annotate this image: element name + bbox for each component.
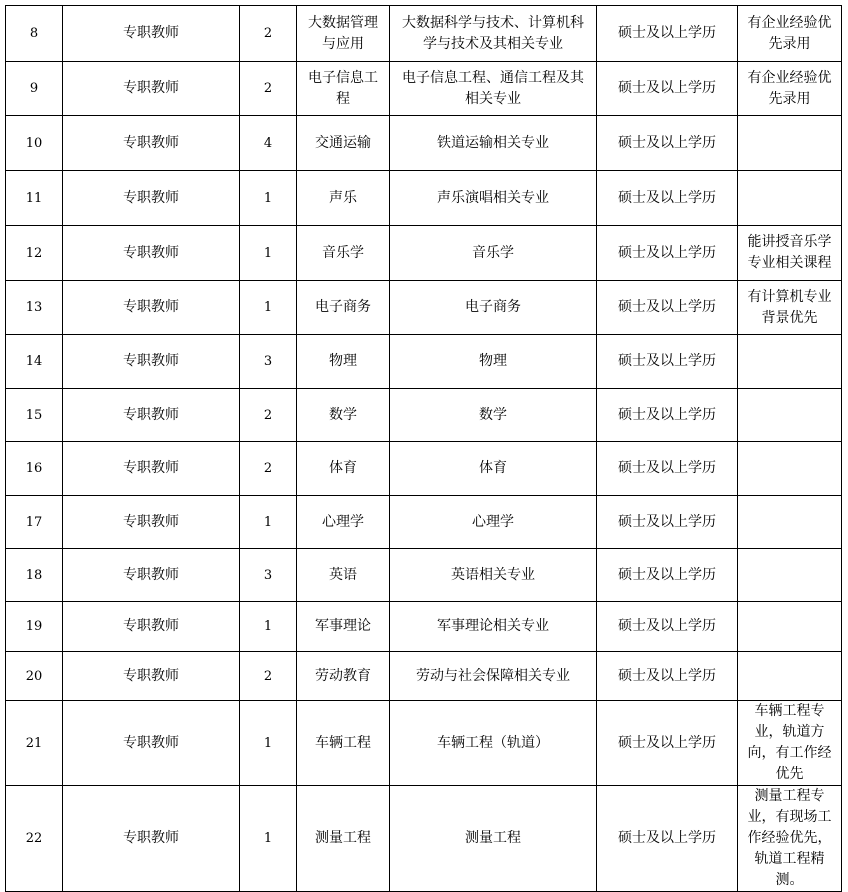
cell-major: 劳动与社会保障相关专业: [390, 652, 597, 701]
cell-education: 硕士及以上学历: [597, 786, 738, 892]
cell-subject: 劳动教育: [297, 652, 390, 701]
cell-note: 车辆工程专业，轨道方向，有工作经优先: [738, 701, 842, 786]
cell-note: 测量工程专业，有现场工作经验优先，轨道工程精测。: [738, 786, 842, 892]
recruitment-table: [5, 5, 842, 892]
table-row: [6, 389, 842, 442]
table-row: [6, 6, 842, 62]
cell-major: 测量工程: [390, 786, 597, 892]
cell-post: 专职教师: [63, 171, 240, 226]
cell-major: 英语相关专业: [390, 549, 597, 602]
cell-note: [738, 389, 842, 442]
cell-subject: 音乐学: [297, 226, 390, 281]
cell-number: 17: [6, 496, 63, 549]
cell-count: 1: [240, 171, 297, 226]
cell-number: 10: [6, 116, 63, 171]
cell-post: 专职教师: [63, 786, 240, 892]
cell-post: 专职教师: [63, 701, 240, 786]
cell-subject: 交通运输: [297, 116, 390, 171]
cell-count: 1: [240, 496, 297, 549]
table-row: [6, 62, 842, 116]
cell-count: 1: [240, 281, 297, 335]
cell-education: 硕士及以上学历: [597, 226, 738, 281]
cell-subject: 物理: [297, 335, 390, 389]
cell-number: 22: [6, 786, 63, 892]
cell-subject: 测量工程: [297, 786, 390, 892]
table-body: [6, 6, 842, 892]
table-row: [6, 116, 842, 171]
cell-major: 心理学: [390, 496, 597, 549]
table-row: [6, 652, 842, 701]
cell-count: 1: [240, 786, 297, 892]
cell-post: 专职教师: [63, 442, 240, 496]
cell-subject: 数学: [297, 389, 390, 442]
cell-note: [738, 652, 842, 701]
cell-subject: 电子信息工程: [297, 62, 390, 116]
cell-number: 9: [6, 62, 63, 116]
cell-subject: 车辆工程: [297, 701, 390, 786]
cell-note: [738, 171, 842, 226]
cell-post: 专职教师: [63, 549, 240, 602]
cell-note: [738, 335, 842, 389]
cell-subject: 电子商务: [297, 281, 390, 335]
table-row: [6, 281, 842, 335]
cell-post: 专职教师: [63, 652, 240, 701]
cell-post: 专职教师: [63, 496, 240, 549]
cell-education: 硕士及以上学历: [597, 281, 738, 335]
table-row: [6, 602, 842, 652]
table-row: [6, 171, 842, 226]
cell-post: 专职教师: [63, 602, 240, 652]
cell-note: [738, 496, 842, 549]
cell-note: [738, 442, 842, 496]
cell-number: 19: [6, 602, 63, 652]
cell-note: 有企业经验优先录用: [738, 62, 842, 116]
cell-number: 15: [6, 389, 63, 442]
cell-education: 硕士及以上学历: [597, 442, 738, 496]
cell-subject: 心理学: [297, 496, 390, 549]
table-row: [6, 496, 842, 549]
table-row: [6, 786, 842, 892]
cell-education: 硕士及以上学历: [597, 652, 738, 701]
cell-number: 18: [6, 549, 63, 602]
cell-major: 车辆工程（轨道）: [390, 701, 597, 786]
cell-education: 硕士及以上学历: [597, 496, 738, 549]
cell-count: 1: [240, 701, 297, 786]
cell-major: 大数据科学与技术、计算机科学与技术及其相关专业: [390, 6, 597, 62]
cell-education: 硕士及以上学历: [597, 549, 738, 602]
cell-note: [738, 602, 842, 652]
cell-post: 专职教师: [63, 281, 240, 335]
cell-education: 硕士及以上学历: [597, 389, 738, 442]
cell-subject: 声乐: [297, 171, 390, 226]
cell-post: 专职教师: [63, 116, 240, 171]
cell-count: 2: [240, 652, 297, 701]
cell-note: 有计算机专业背景优先: [738, 281, 842, 335]
cell-post: 专职教师: [63, 226, 240, 281]
cell-note: 有企业经验优先录用: [738, 6, 842, 62]
cell-major: 物理: [390, 335, 597, 389]
cell-education: 硕士及以上学历: [597, 116, 738, 171]
cell-post: 专职教师: [63, 62, 240, 116]
cell-education: 硕士及以上学历: [597, 701, 738, 786]
cell-count: 1: [240, 226, 297, 281]
cell-education: 硕士及以上学历: [597, 171, 738, 226]
cell-education: 硕士及以上学历: [597, 62, 738, 116]
cell-subject: 英语: [297, 549, 390, 602]
cell-major: 电子信息工程、通信工程及其相关专业: [390, 62, 597, 116]
cell-number: 20: [6, 652, 63, 701]
cell-note: [738, 116, 842, 171]
cell-count: 2: [240, 6, 297, 62]
cell-post: 专职教师: [63, 335, 240, 389]
cell-note: [738, 549, 842, 602]
cell-number: 12: [6, 226, 63, 281]
cell-major: 军事理论相关专业: [390, 602, 597, 652]
cell-count: 4: [240, 116, 297, 171]
cell-major: 电子商务: [390, 281, 597, 335]
cell-major: 铁道运输相关专业: [390, 116, 597, 171]
cell-subject: 体育: [297, 442, 390, 496]
table-row: [6, 549, 842, 602]
cell-post: 专职教师: [63, 6, 240, 62]
cell-count: 2: [240, 62, 297, 116]
cell-count: 1: [240, 602, 297, 652]
cell-subject: 大数据管理与应用: [297, 6, 390, 62]
cell-count: 3: [240, 335, 297, 389]
cell-major: 体育: [390, 442, 597, 496]
table-row: [6, 442, 842, 496]
table-row: [6, 226, 842, 281]
cell-major: 音乐学: [390, 226, 597, 281]
cell-number: 13: [6, 281, 63, 335]
cell-education: 硕士及以上学历: [597, 602, 738, 652]
cell-major: 声乐演唱相关专业: [390, 171, 597, 226]
cell-number: 16: [6, 442, 63, 496]
cell-number: 21: [6, 701, 63, 786]
cell-subject: 军事理论: [297, 602, 390, 652]
cell-number: 8: [6, 6, 63, 62]
cell-number: 11: [6, 171, 63, 226]
cell-education: 硕士及以上学历: [597, 6, 738, 62]
cell-count: 3: [240, 549, 297, 602]
cell-number: 14: [6, 335, 63, 389]
cell-major: 数学: [390, 389, 597, 442]
cell-post: 专职教师: [63, 389, 240, 442]
table-row: [6, 335, 842, 389]
cell-count: 2: [240, 442, 297, 496]
cell-education: 硕士及以上学历: [597, 335, 738, 389]
cell-count: 2: [240, 389, 297, 442]
table-row: [6, 701, 842, 786]
cell-note: 能讲授音乐学专业相关课程: [738, 226, 842, 281]
